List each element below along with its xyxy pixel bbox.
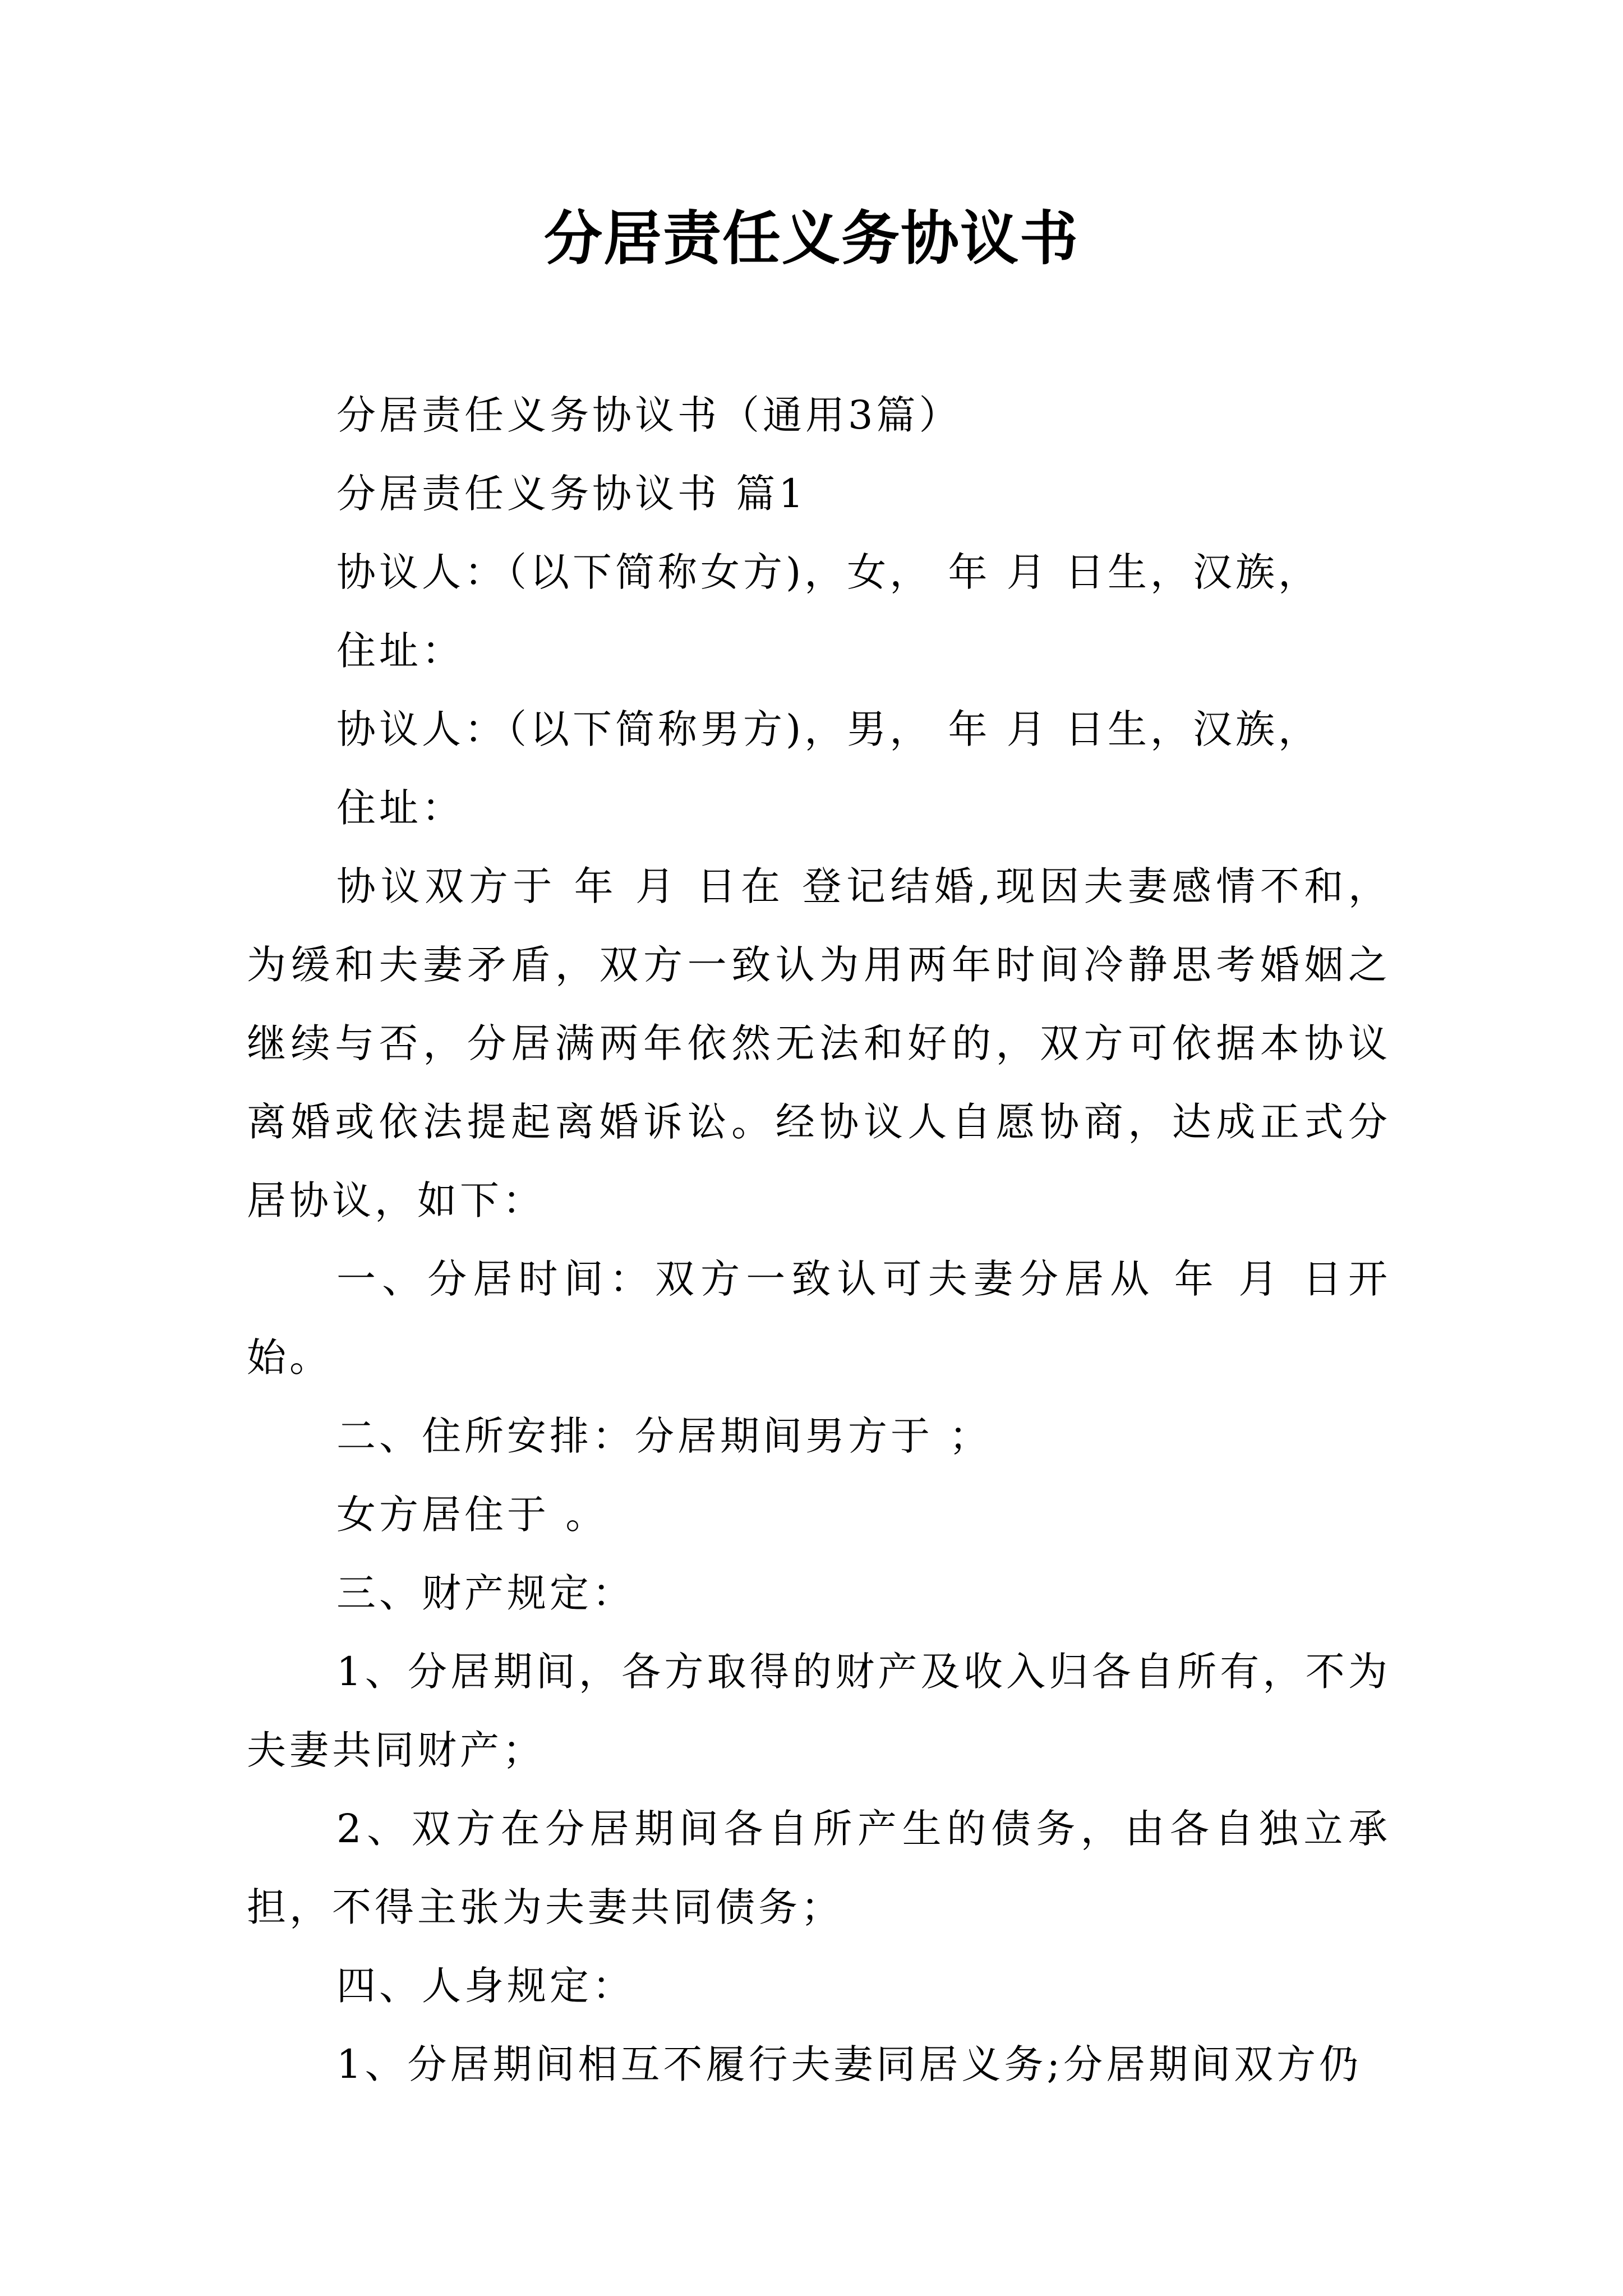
party-female-line: 协议人：（以下简称女方)，女， 年 月 日生，汉族，: [336, 549, 1321, 595]
section-heading: 分居责任义务协议书 篇1: [336, 471, 807, 517]
clause-property-1: 1、分居期间，各方取得的财产及收入归各自所有，不为夫妻共同财产；: [247, 1649, 1391, 1773]
clause-personal-heading: 四、人身规定：: [336, 1963, 635, 2009]
clause-personal-1: 1、分居期间相互不履行夫妻同居义务;分居期间双方仍: [336, 2041, 1362, 2087]
party-male-address: 住址：: [336, 785, 464, 831]
clause-property-heading: 三、财产规定：: [336, 1570, 635, 1616]
party-male-line: 协议人：（以下简称男方)，男， 年 月 日生，汉族，: [336, 706, 1321, 752]
party-female-address: 住址：: [336, 628, 464, 674]
clause-property-2: 2、双方在分居期间各自所产生的债务，由各自独立承担，不得主张为夫妻共同债务；: [247, 1806, 1391, 1930]
clause-separation-time: 一、分居时间：双方一致认可夫妻分居从 年 月 日开始。: [247, 1256, 1391, 1381]
clause-residence-female: 女方居住于 。: [336, 1492, 608, 1538]
subtitle-line: 分居责任义务协议书（通用3篇）: [336, 392, 962, 438]
document-body: [247, 376, 1391, 2104]
document-title: 分居责任义务协议书: [543, 204, 1079, 273]
clause-residence: 二、住所安排：分居期间男方于 ；: [336, 1413, 992, 1459]
preamble-paragraph: 协议双方于 年 月 日在 登记结婚,现因夫妻感情不和，为缓和夫妻矛盾，双方一致认为用两年时间冷静思考婚姻之继续与否，分居满两年依然无法和好的，双方可依据本协议离婚或依法提起离婚诉讼。经协议人自愿协商，达成正式分居协议，如下：: [247, 863, 1391, 1223]
